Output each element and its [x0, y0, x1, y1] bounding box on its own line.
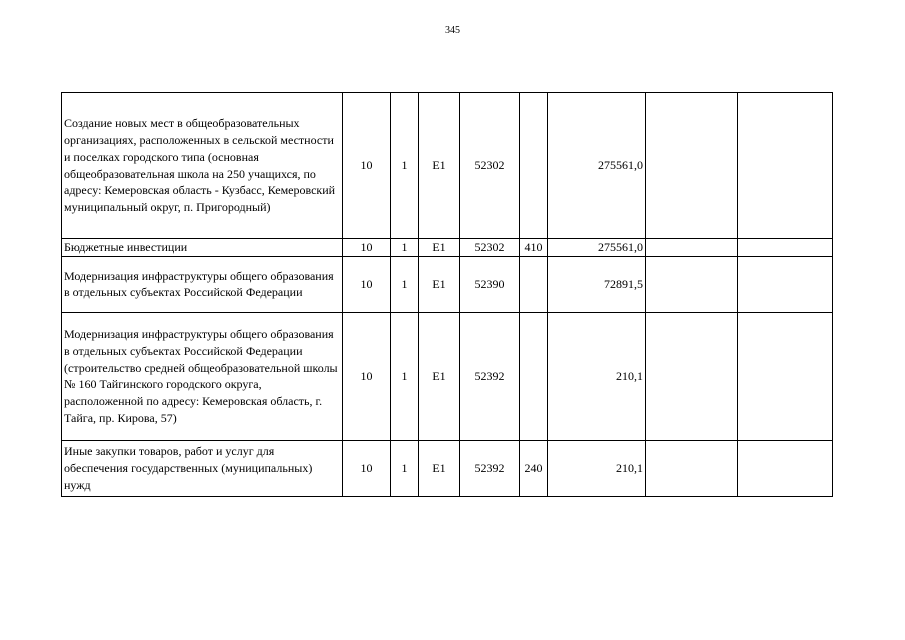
empty-cell — [738, 256, 833, 312]
table-row — [62, 93, 833, 239]
subsection-cell: 1 — [391, 256, 419, 312]
expense-type-cell: 240 — [520, 440, 548, 496]
empty-cell — [646, 93, 738, 239]
target-article-cell: 52392 — [460, 312, 520, 440]
empty-cell — [738, 312, 833, 440]
table-row — [62, 239, 833, 257]
page-number: 345 — [445, 25, 460, 36]
table-row — [62, 440, 833, 496]
empty-cell — [738, 440, 833, 496]
empty-cell — [646, 440, 738, 496]
subsection-cell: 1 — [391, 93, 419, 239]
empty-cell — [646, 239, 738, 257]
row-name-cell: Иные закупки товаров, работ и услуг для обеспечения государственных (муниципальных) нужд — [62, 440, 343, 496]
amount-cell: 72891,5 — [548, 256, 646, 312]
target-article-cell: 52390 — [460, 256, 520, 312]
program-cell: Е1 — [419, 239, 460, 257]
program-cell: Е1 — [419, 312, 460, 440]
expense-type-cell — [520, 312, 548, 440]
budget-table — [61, 92, 833, 497]
subsection-cell: 1 — [391, 239, 419, 257]
subsection-cell: 1 — [391, 440, 419, 496]
section-cell: 10 — [343, 440, 391, 496]
program-cell: Е1 — [419, 256, 460, 312]
amount-cell: 210,1 — [548, 312, 646, 440]
program-cell: Е1 — [419, 93, 460, 239]
program-cell: Е1 — [419, 440, 460, 496]
section-cell: 10 — [343, 312, 391, 440]
target-article-cell: 52392 — [460, 440, 520, 496]
row-name-cell: Создание новых мест в общеобразовательных организациях, расположенных в сельской местности и поселках городского типа (основная общеобразовательная школа на 250 учащихся, по адресу: Кемеровская область - Кузбасс, Кемеровский муниципальный округ, п. Пригородный) — [62, 93, 343, 239]
amount-cell: 210,1 — [548, 440, 646, 496]
amount-cell: 275561,0 — [548, 93, 646, 239]
amount-cell: 275561,0 — [548, 239, 646, 257]
table-row — [62, 256, 833, 312]
expense-type-cell: 410 — [520, 239, 548, 257]
section-cell: 10 — [343, 256, 391, 312]
row-name-cell: Модернизация инфраструктуры общего образования в отдельных субъектах Российской Федерации — [62, 256, 343, 312]
empty-cell — [646, 256, 738, 312]
empty-cell — [738, 239, 833, 257]
row-name-cell: Модернизация инфраструктуры общего образования в отдельных субъектах Российской Федерации (строительство средней общеобразовательной школы № 160 Тайгинского городского округа, расположенной по адресу: Кемеровская область, г. Тайга, пр. Кирова, 57) — [62, 312, 343, 440]
empty-cell — [738, 93, 833, 239]
table-row — [62, 312, 833, 440]
target-article-cell: 52302 — [460, 93, 520, 239]
expense-type-cell — [520, 256, 548, 312]
section-cell: 10 — [343, 239, 391, 257]
target-article-cell: 52302 — [460, 239, 520, 257]
section-cell: 10 — [343, 93, 391, 239]
row-name-cell: Бюджетные инвестиции — [62, 239, 343, 257]
expense-type-cell — [520, 93, 548, 239]
subsection-cell: 1 — [391, 312, 419, 440]
empty-cell — [646, 312, 738, 440]
